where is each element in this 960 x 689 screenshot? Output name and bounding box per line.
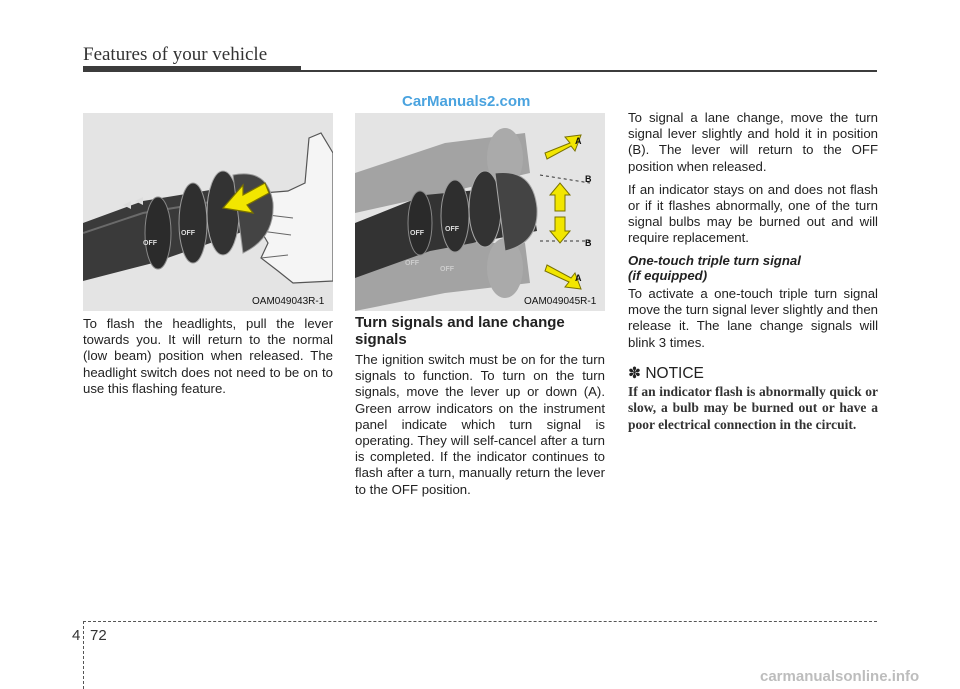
page-header-title: Features of your vehicle — [83, 44, 268, 65]
section-heading-turn-signals: Turn signals and lane change signals — [355, 314, 565, 348]
footer-rule — [83, 621, 877, 622]
figure-code-right: OAM049045R-1 — [524, 296, 597, 307]
figure-headlight-flash — [83, 113, 333, 311]
headlight-flash-illustration — [83, 113, 333, 311]
subheading-line-1: One-touch triple turn signal — [628, 253, 801, 268]
header-bar — [83, 66, 301, 72]
subheading-line-2: (if equipped) — [628, 268, 708, 283]
column-2-text — [355, 352, 605, 505]
page-number: 72 — [90, 627, 107, 644]
footer-vertical-rule — [83, 621, 84, 689]
turn-signal-paragraph: The ignition switch must be on for the turn signals to function. To turn on the turn signals, move the lever up or down (A). Green arrow indicators on the instrument panel indicate which turn signal is operating. They will self-cancel after a turn is completed. If the indicator continues to flash after a turn, manually return the lever to the OFF position. — [355, 352, 605, 497]
notice-star-icon: ✽ — [628, 365, 641, 382]
watermark-bottom: carmanualsonline.info — [760, 668, 920, 685]
lever-off-label-b: OFF — [445, 226, 459, 233]
figure-turn-signal — [355, 113, 605, 311]
one-touch-paragraph: To activate a one-touch triple turn signal move the turn signal lever slightly and then release it. The lane change signals will blink 3 times. — [628, 286, 878, 350]
lever-off-label-a: OFF — [410, 230, 424, 237]
label-b-bottom: B — [585, 238, 592, 248]
header-rule — [301, 70, 877, 72]
label-a-bottom: A — [575, 273, 582, 283]
label-b-top: B — [585, 174, 592, 184]
subheading-one-touch — [628, 253, 878, 283]
watermark-top: CarManuals2.com — [402, 93, 531, 110]
lever-off-label-1: OFF — [143, 240, 157, 247]
turn-signal-illustration — [355, 113, 605, 311]
flash-paragraph: To flash the headlights, pull the lever towards you. It will return to the normal (low beam) position when released. The headlight switch does not need to be on to use this flashing feature. — [83, 316, 333, 396]
column-3-text-lower — [628, 286, 878, 358]
figure-code-left: OAM049043R-1 — [252, 296, 325, 307]
page-chapter-number: 4 — [72, 627, 81, 644]
lever-off-label-2: OFF — [181, 230, 195, 237]
indicator-paragraph: If an indicator stays on and does not flash or if it flashes abnormally, one of the turn signal bulbs may be burned out and will require replacement. — [628, 181, 878, 246]
notice-title: NOTICE — [645, 365, 704, 382]
lever-off-label-d: OFF — [440, 266, 454, 273]
notice-heading — [628, 364, 704, 383]
notice-body: If an indicator flash is abnormally quick or slow, a bulb may be burned out or have a poor electrical connection in the circuit. — [628, 384, 878, 432]
lever-off-label-c: OFF — [405, 260, 419, 267]
label-a-top: A — [575, 136, 582, 146]
column-1-text — [83, 316, 333, 404]
column-3-text — [628, 110, 878, 254]
lane-change-paragraph: To signal a lane change, move the turn signal lever slightly and hold it in position (B). The lever will return to the OFF position when released. — [628, 110, 878, 174]
